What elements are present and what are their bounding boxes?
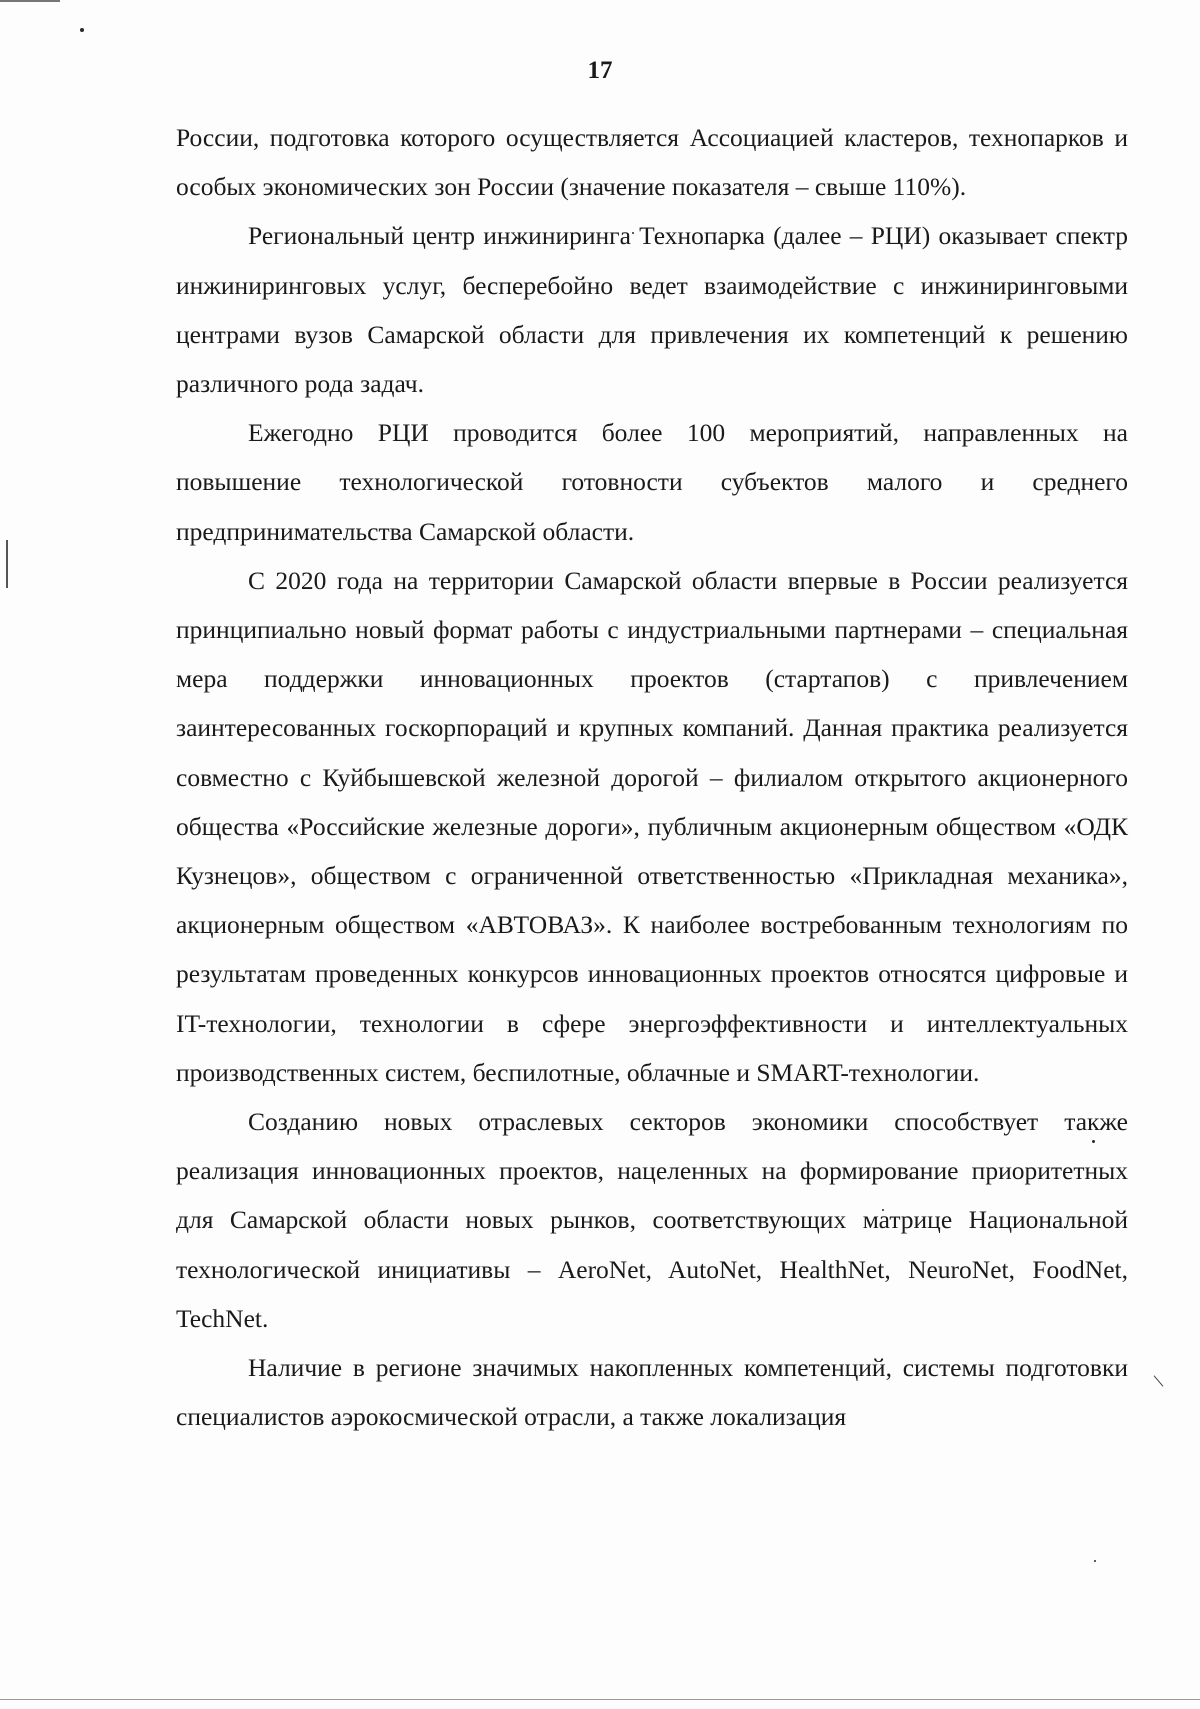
paragraph: Ежегодно РЦИ проводится более 100 мероприятий, направленных на повышение технологической готовности субъектов малого и среднего предпринимательства Самарской области. xyxy=(176,418,1128,546)
document-body xyxy=(176,113,1128,1441)
scan-speck xyxy=(1094,1560,1096,1562)
paragraph: Наличие в регионе значимых накопленных компетенций, системы подготовки специалистов аэрокосмической отрасли, а также локализация xyxy=(176,1353,1128,1432)
paragraph: Региональный центр инжиниринга Технопарка (далее – РЦИ) оказывает спектр инжиниринговых услуг, бесперебойно ведет взаимодействие с инжиниринговыми центрами вузов Самарской области для привлечения их компетенций к решению различного рода задач. xyxy=(176,221,1128,399)
scan-speck xyxy=(80,28,84,32)
scan-stroke xyxy=(1154,1375,1164,1386)
scan-edge-mark xyxy=(0,0,60,2)
scan-edge-mark xyxy=(0,1699,1200,1700)
paragraph: Созданию новых отраслевых секторов экономики способствует также реализация инновационных проектов, нацеленных на формирование приоритетных для Самарской области новых рынков, соответствующих матрице Национальной технологической инициативы – AeroNet, AutoNet, HealthNet, NeuroNet, FoodNet, TechNet. xyxy=(176,1107,1128,1333)
scan-edge-mark xyxy=(6,540,8,588)
page-number: 17 xyxy=(587,57,613,84)
paragraph-continued: России, подготовка которого осуществляется Ассоциацией кластеров, технопарков и особых экономических зон России (значение показателя – свыше 110%). xyxy=(176,123,1128,202)
paragraph: С 2020 года на территории Самарской области впервые в России реализуется принципиально новый формат работы с индустриальными партнерами – специальная мера поддержки инновационных проектов (стартапов) с привлечением заинтересованных госкорпораций и крупных компаний. Данная практика реализуется совместно с Куйбышевской железной дорогой – филиалом открытого акционерного общества «Российские железные дороги», публичным акционерным обществом «ОДК Кузнецов», обществом с ограниченной ответственностью «Прикладная механика», акционерным обществом «АВТОВАЗ». К наиболее востребованным технологиям по результатам проведенных конкурсов инновационных проектов относятся цифровые и IT-технологии, технологии в сфере энергоэффективности и интеллектуальных производственных систем, беспилотные, облачные и SMART-технологии. xyxy=(176,565,1128,1087)
